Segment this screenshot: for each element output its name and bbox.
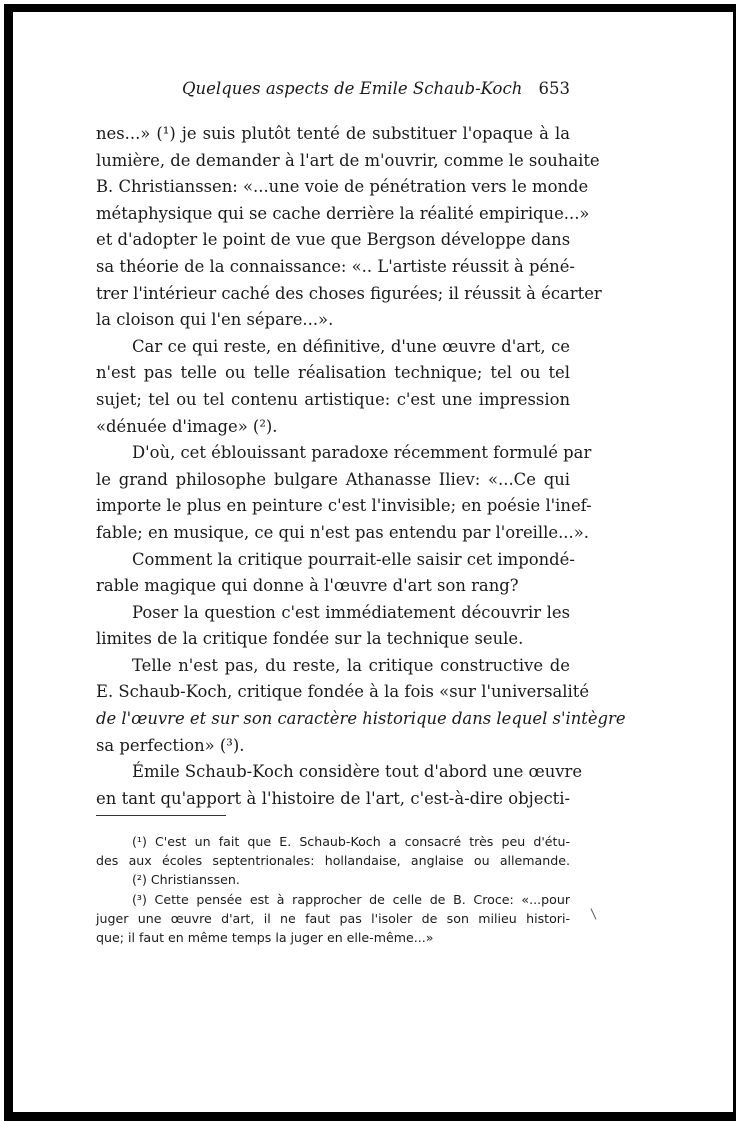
text-line: Émile Schaub-Koch considère tout d'abord une œuvre bbox=[132, 762, 583, 782]
text-line: et d'adopter le point de vue que Bergson développe dans bbox=[96, 230, 571, 250]
text-line: métaphysique qui se cache derrière la réalité empirique...» bbox=[96, 203, 590, 223]
footnotes bbox=[96, 832, 570, 947]
footnote-line: juger une œuvre d'art, il ne faut pas l'isoler de son milieu histori- bbox=[96, 910, 570, 926]
text-line: D'où, cet éblouissant paradoxe récemment formulé par bbox=[132, 443, 592, 463]
footnote-line: que; il faut en même temps la juger en elle-même...» bbox=[96, 930, 434, 946]
text-line: sa théorie de la connaissance: «.. L'artiste réussit à péné- bbox=[96, 256, 575, 276]
text-line: Car ce qui reste, en définitive, d'une œuvre d'art, ce bbox=[132, 336, 570, 356]
paragraph-5 bbox=[96, 600, 570, 653]
footnote-line: (³) Cette pensée est à rapprocher de celle de B. Croce: «...pour bbox=[132, 891, 570, 907]
text-line: limites de la critique fondée sur la technique seule. bbox=[96, 629, 524, 649]
text-line: le grand philosophe bulgare Athanasse Iliev: «...Ce qui bbox=[96, 469, 570, 489]
text-line: E. Schaub-Koch, critique fondée à la fois «sur l'universalité bbox=[96, 682, 590, 702]
text-line: trer l'intérieur caché des choses figurées; il réussit à écarter bbox=[96, 283, 602, 303]
paragraph-2 bbox=[96, 334, 570, 440]
text-line: Telle n'est pas, du reste, la critique constructive de bbox=[132, 655, 570, 675]
text-line: «dénuée d'image» (²). bbox=[96, 416, 278, 436]
text-line: importe le plus en peinture c'est l'invisible; en poésie l'inef- bbox=[96, 496, 592, 516]
text-line: Comment la critique pourrait-elle saisir cet impondé- bbox=[132, 549, 575, 569]
paragraph-4 bbox=[96, 547, 575, 600]
running-title: Quelques aspects de Emile Schaub-Koch bbox=[182, 79, 523, 98]
text-line: de l'œuvre et sur son caractère historique dans lequel s'intègre bbox=[96, 709, 626, 729]
footnote-divider bbox=[96, 815, 226, 816]
paragraph-6 bbox=[96, 653, 626, 759]
text-line: la cloison qui l'en sépare...». bbox=[96, 310, 334, 330]
text-line: B. Christianssen: «...une voie de pénétration vers le monde bbox=[96, 177, 589, 197]
text-line: Poser la question c'est immédiatement découvrir les bbox=[132, 602, 570, 622]
text-line: sujet; tel ou tel contenu artistique: c'est une impression bbox=[96, 389, 570, 409]
footnote-line: (²) Christianssen. bbox=[132, 872, 240, 888]
text-line: n'est pas telle ou telle réalisation technique; tel ou tel bbox=[96, 363, 570, 383]
paragraph-3 bbox=[96, 440, 592, 546]
page-number: 653 bbox=[538, 79, 570, 98]
text-line: lumière, de demander à l'art de m'ouvrir, comme le souhaite bbox=[96, 150, 600, 170]
paragraph-1 bbox=[96, 121, 602, 334]
paragraph-7 bbox=[96, 759, 583, 812]
text-line: sa perfection» (³). bbox=[96, 735, 245, 755]
text-line: fable; en musique, ce qui n'est pas entendu par l'oreille...». bbox=[96, 522, 589, 542]
body-text bbox=[96, 121, 626, 812]
footnote-line: (¹) C'est un fait que E. Schaub-Koch a consacré très peu d'étu- bbox=[132, 834, 570, 849]
running-header bbox=[96, 77, 570, 101]
footnote-line: des aux écoles septentrionales: hollandaise, anglaise ou allemande. bbox=[96, 853, 570, 869]
text-line: en tant qu'apport à l'histoire de l'art, c'est-à-dire objecti- bbox=[96, 788, 570, 808]
text-line: nes...» (¹) je suis plutôt tenté de substituer l'opaque à la bbox=[96, 124, 570, 143]
text-line: rable magique qui donne à l'œuvre d'art son rang? bbox=[96, 576, 519, 596]
